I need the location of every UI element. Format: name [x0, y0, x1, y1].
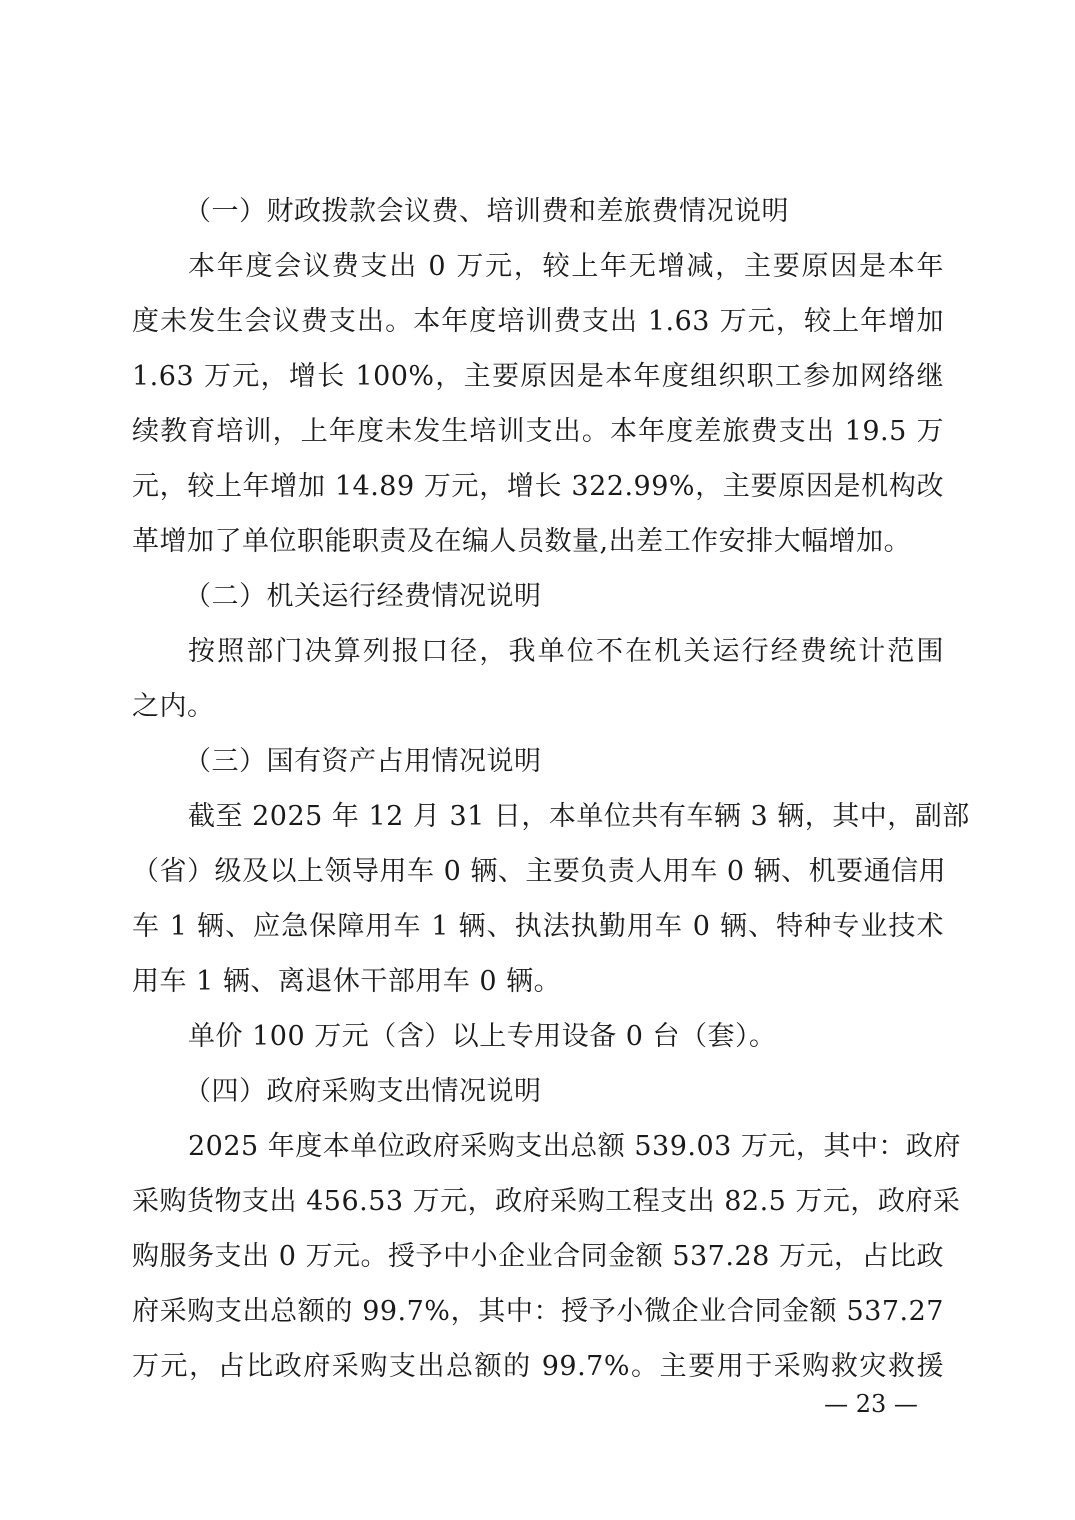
- text-line: 2025 年度本单位政府采购支出总额 539.03 万元，其中：政府: [188, 1131, 961, 1162]
- text-line: （三）国有资产占用情况说明: [184, 746, 542, 777]
- text-line: 采购货物支出 456.53 万元，政府采购工程支出 82.5 万元，政府采: [132, 1186, 961, 1217]
- text-line: 按照部门决算列报口径，我单位不在机关运行经费统计范围: [188, 636, 944, 667]
- body-paragraph: [132, 1119, 961, 1394]
- text-line: （一）财政拨款会议费、培训费和差旅费情况说明: [184, 196, 789, 227]
- text-line: 用车 1 辆、离退休干部用车 0 辆。: [132, 966, 562, 997]
- text-line: 1.63 万元，增长 100%，主要原因是本年度组织职工参加网络继: [132, 361, 944, 392]
- text-line: 之内。: [132, 691, 215, 722]
- body-paragraph: [132, 789, 970, 1009]
- section-heading: [132, 184, 944, 239]
- text-line: 度未发生会议费支出。本年度培训费支出 1.63 万元，较上年增加: [132, 306, 944, 337]
- text-line: 车 1 辆、应急保障用车 1 辆、执法执勤用车 0 辆、特种专业技术: [132, 911, 944, 942]
- text-line: 革增加了单位职能职责及在编人员数量,出差工作安排大幅增加。: [132, 526, 912, 557]
- body-paragraph: [132, 1009, 944, 1064]
- text-line: 府采购支出总额的 99.7%，其中：授予小微企业合同金额 537.27: [132, 1296, 944, 1327]
- document-body: [132, 184, 970, 1394]
- text-line: 购服务支出 0 万元。授予中小企业合同金额 537.28 万元，占比政: [132, 1241, 944, 1272]
- section-heading: [132, 734, 944, 789]
- text-line: 元，较上年增加 14.89 万元，增长 322.99%，主要原因是机构改: [132, 471, 944, 502]
- section-heading: [132, 569, 944, 624]
- body-paragraph: [132, 624, 944, 734]
- page-number: — 23 —: [824, 1390, 918, 1418]
- text-line: 本年度会议费支出 0 万元，较上年无增减，主要原因是本年: [188, 251, 944, 282]
- text-line: （二）机关运行经费情况说明: [184, 581, 542, 612]
- text-line: 截至 2025 年 12 月 31 日，本单位共有车辆 3 辆，其中，副部: [188, 801, 970, 832]
- text-line: 单价 100 万元（含）以上专用设备 0 台（套）。: [188, 1021, 777, 1052]
- text-line: （省）级及以上领导用车 0 辆、主要负责人用车 0 辆、机要通信用: [132, 856, 947, 887]
- text-line: 续教育培训，上年度未发生培训支出。本年度差旅费支出 19.5 万: [132, 416, 944, 447]
- text-line: 万元，占比政府采购支出总额的 99.7%。主要用于采购救灾救援: [132, 1351, 944, 1382]
- body-paragraph: [132, 239, 944, 569]
- section-heading: [132, 1064, 944, 1119]
- text-line: （四）政府采购支出情况说明: [184, 1076, 542, 1107]
